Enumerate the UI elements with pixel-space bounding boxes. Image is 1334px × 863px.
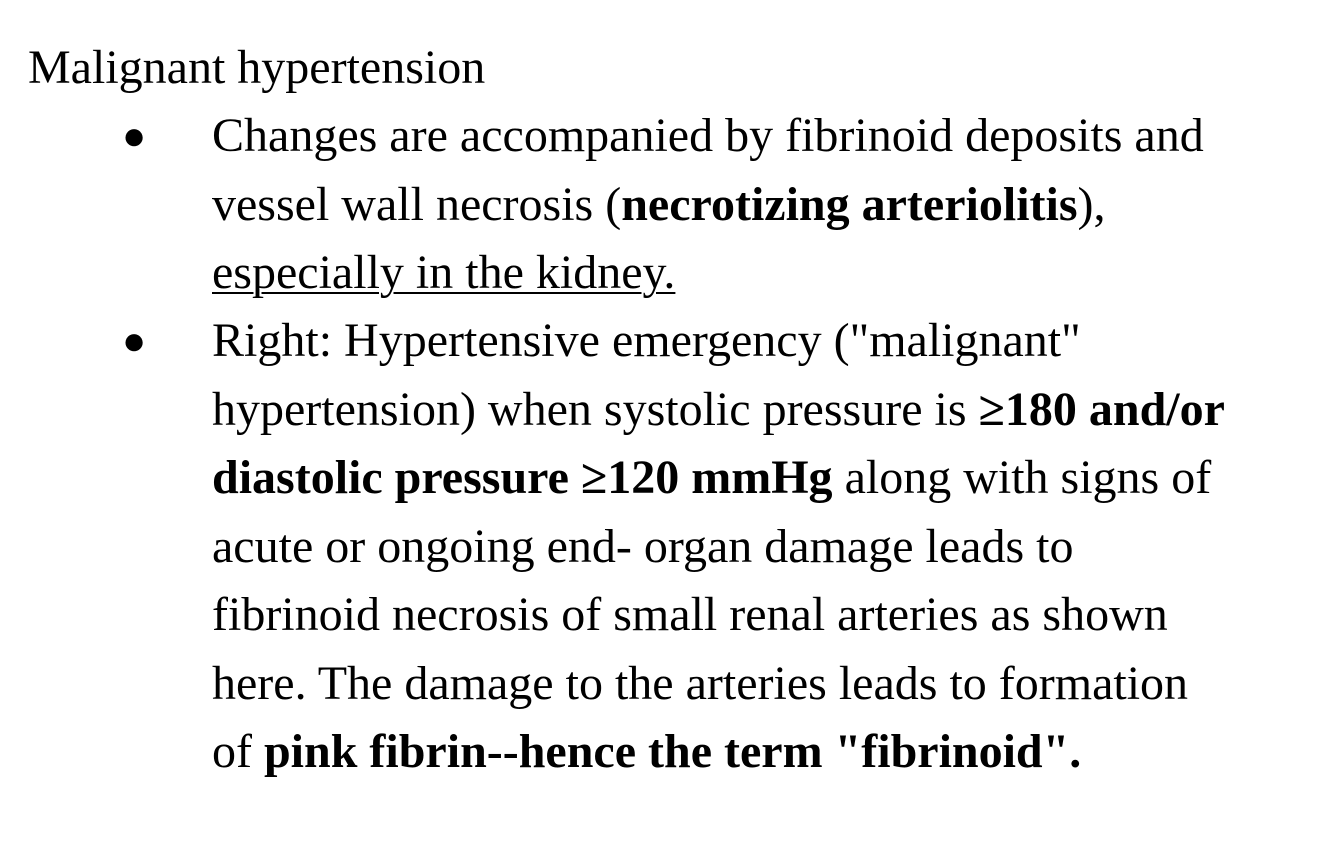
bullet-2-line-5: fibrinoid necrosis of small renal arteries as shown	[212, 588, 1168, 641]
bullet-2-text	[212, 307, 1312, 787]
bullet-1-line-2: vessel wall necrosis (necrotizing arteriolitis),	[212, 177, 1106, 231]
document-heading: Malignant hypertension	[28, 41, 486, 94]
bullet-1-marker: ●	[122, 113, 147, 158]
bullet-2-line-3: diastolic pressure ≥120 mmHg along with signs of	[212, 451, 1212, 504]
bullet-2-line-7: of pink fibrin--hence the term "fibrinoid".	[212, 725, 1082, 778]
bullet-1-line-3	[212, 239, 1312, 308]
systolic-threshold: ≥180 and/or	[978, 382, 1225, 436]
pink-fibrin-term: pink fibrin--hence the term "fibrinoid".	[263, 725, 1082, 778]
bullet-2-line-4: acute or ongoing end- organ damage leads to	[212, 519, 1074, 573]
bullet-2-line-1: Right: Hypertensive emergency ("malignant"	[212, 314, 1081, 367]
bullet-1-text	[212, 102, 1312, 308]
necrotizing-arteriolitis-term: necrotizing arteriolitis	[621, 177, 1078, 231]
diastolic-threshold: diastolic pressure ≥120 mmHg	[212, 451, 833, 504]
kidney-underlined-text: especially in the kidney.	[212, 246, 676, 299]
bullet-2-line-6: here. The damage to the arteries leads to formation	[212, 656, 1189, 710]
bullet-1-line-1: Changes are accompanied by fibrinoid deposits and	[212, 109, 1204, 162]
bullet-2-marker: ●	[122, 318, 147, 363]
bullet-2-line-2: hypertension) when systolic pressure is ≥180 and/or	[212, 382, 1225, 436]
